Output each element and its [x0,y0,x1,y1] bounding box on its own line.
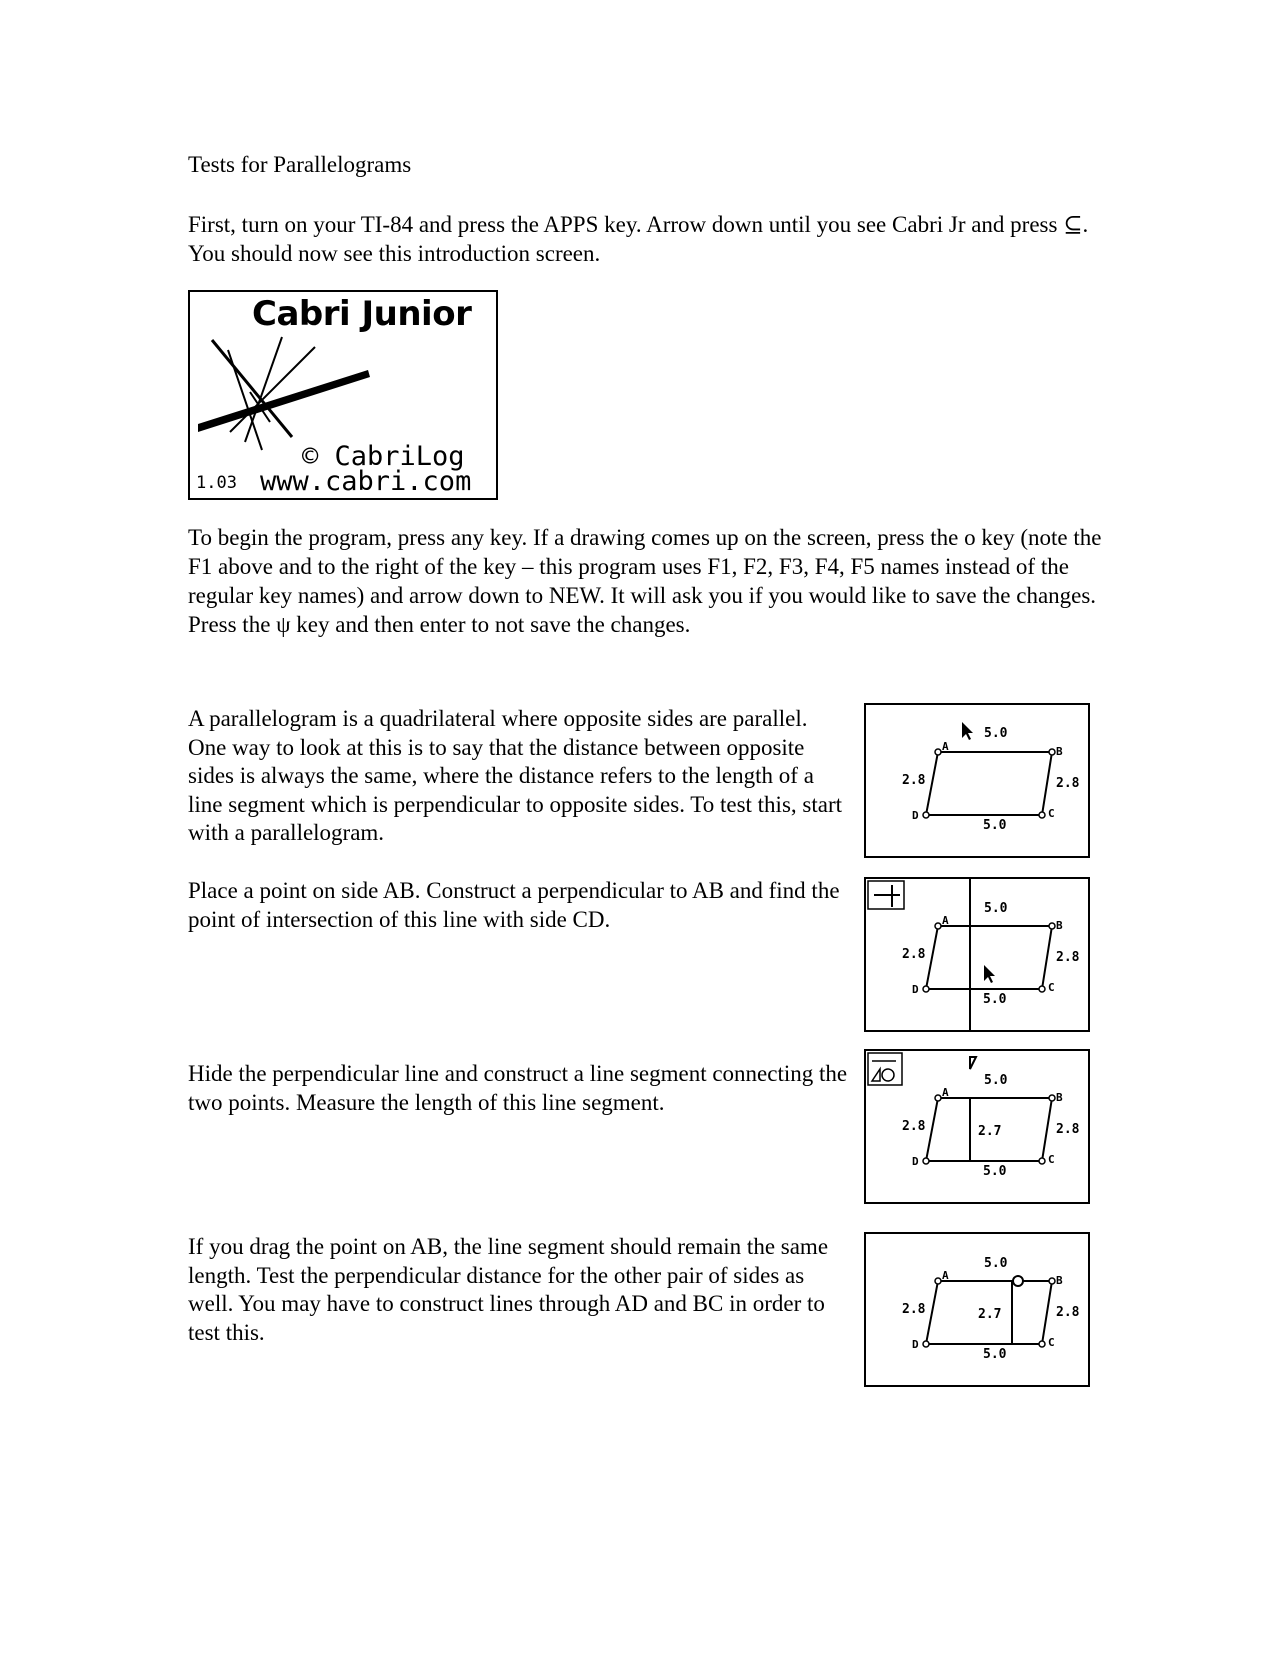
vertex-b-label: B [1056,745,1063,758]
splash-version: 1.03 [196,473,237,493]
vertex-point [923,1341,929,1347]
vertex-point [935,923,941,929]
vertex-a-label: A [942,740,949,753]
vertex-c-label: C [1048,807,1055,820]
vertex-b-label: B [1056,1274,1063,1287]
vertex-d-label: D [912,1338,919,1351]
vertex-point [1039,1341,1045,1347]
step-1-text: A parallelogram is a quadrilateral where opposite sides are parallel. One way to look at this is to say that the distance between opposite sides is always the same, where the distance refers to the length of a line segment which is perpendicular to opposite sides. To test this, start with a parallelogram. [188,706,842,845]
vertex-b-label: B [1056,919,1063,932]
left-length-label: 2.8 [902,773,926,788]
splash-title: Cabri Junior [252,294,472,334]
vertex-point [935,1095,941,1101]
left-length-label: 2.8 [902,947,926,962]
top-length-label: 5.0 [984,1073,1008,1088]
calculator-screen-measured-segment [864,1049,1090,1204]
top-length-label: 5.0 [984,726,1008,741]
vertex-a-label: A [942,1086,949,1099]
vertex-a-label: A [942,914,949,927]
left-length-label: 2.8 [902,1119,926,1134]
right-length-label: 2.8 [1056,1305,1080,1320]
right-length-label: 2.8 [1056,950,1080,965]
bottom-length-label: 5.0 [983,818,1007,833]
step-2-text: Place a point on side AB. Construct a perpendicular to AB and find the point of intersection of this line with side CD. [188,878,840,932]
vertex-point [923,986,929,992]
right-length-label: 2.8 [1056,776,1080,791]
begin-instructions: To begin the program, press any key. If a drawing comes up on the screen, press the o key (note the F1 above and to the right of the key – this program uses F1, F2, F3, F4, F5 names instead of the regular key names) and arrow down to NEW. It will ask you if you would like to save the changes. Press the ψ key and then enter to not save the changes. [188,525,1102,637]
intro-paragraph: First, turn on your TI-84 and press the APPS key. Arrow down until you see Cabri Jr and press ⊆. You should now see this introduction screen. [188,212,1089,266]
vertex-c-label: C [1048,981,1055,994]
splash-website: www.cabri.com [260,466,472,497]
vertex-b-label: B [1056,1091,1063,1104]
cabri-splash-screen [188,290,498,500]
right-length-label: 2.8 [1056,1122,1080,1137]
segment-length-label: 2.7 [978,1307,1002,1322]
pencil-icon [970,1057,976,1069]
page-title: Tests for Parallelograms [188,152,412,177]
vertex-c-label: C [1048,1336,1055,1349]
drag-hand-icon [1013,1276,1023,1286]
bottom-length-label: 5.0 [983,1347,1007,1362]
vertex-d-label: D [912,1155,919,1168]
splash-copyright: © CabriLog [302,441,465,472]
left-length-label: 2.8 [902,1302,926,1317]
top-length-label: 5.0 [984,901,1008,916]
bottom-length-label: 5.0 [983,1164,1007,1179]
vertex-point [935,749,941,755]
cursor-arrow-icon [984,965,995,983]
vertex-point [1049,1278,1055,1284]
vertex-point [1039,1158,1045,1164]
vertex-d-label: D [912,809,919,822]
vertex-point [1039,812,1045,818]
vertex-point [1049,923,1055,929]
calculator-screen-parallelogram [864,703,1090,858]
segment-length-label: 2.7 [978,1124,1002,1139]
step-3-text: Hide the perpendicular line and construct a line segment connecting the two points. Measure the length of this line segment. [188,1061,848,1115]
vertex-a-label: A [942,1269,949,1282]
step-4-text: If you drag the point on AB, the line segment should remain the same length. Test the perpendicular distance for the other pair of sides as well. You may have to construct lines through AD and BC in order to test this. [188,1234,829,1345]
vertex-point [1049,1095,1055,1101]
bottom-length-label: 5.0 [983,992,1007,1007]
parallelogram-shape [926,752,1052,815]
vertex-point [923,812,929,818]
vertex-point [1039,986,1045,992]
vertex-point [923,1158,929,1164]
calculator-screen-perpendicular [864,877,1090,1032]
cursor-arrow-icon [962,722,973,740]
vertex-point [935,1278,941,1284]
vertex-c-label: C [1048,1153,1055,1166]
vertex-d-label: D [912,983,919,996]
top-length-label: 5.0 [984,1256,1008,1271]
calculator-screen-dragged-point [864,1232,1090,1387]
vertex-point [1049,749,1055,755]
